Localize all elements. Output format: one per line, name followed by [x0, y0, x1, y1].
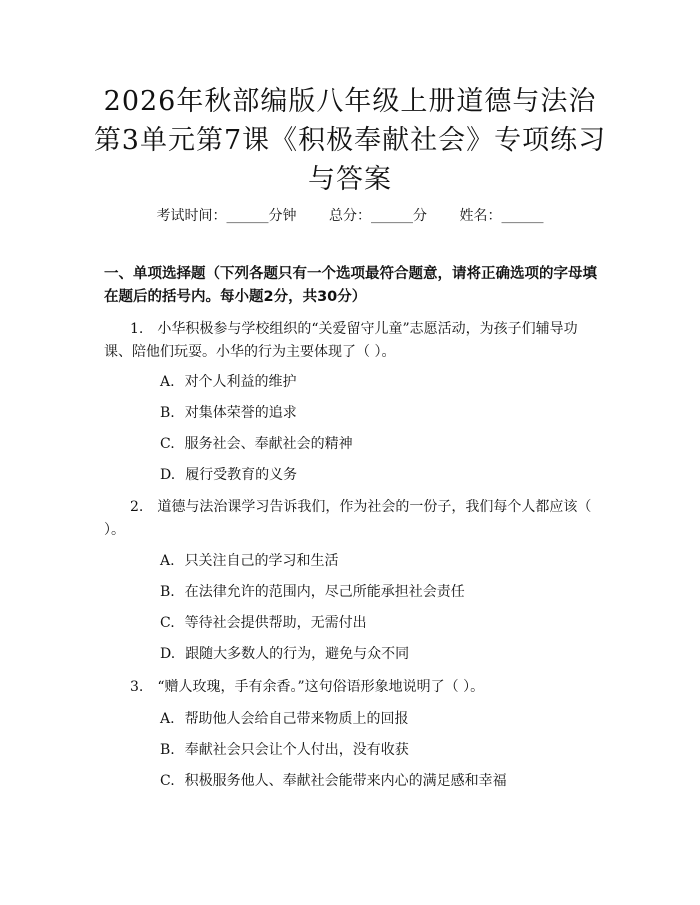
question-text: 道德与法治课学习告诉我们，作为社会的一份子，我们每个人都应该（ ）。: [104, 499, 592, 538]
student-name-blank[interactable]: ______: [501, 208, 544, 224]
question-text: 小华积极参与学校组织的“关爱留守儿童”志愿活动，为孩子们辅导功课、陪他们玩耍。小华的行为主要体现了（ ）。: [104, 321, 578, 360]
option-1b[interactable]: B. 对集体荣誉的追求: [160, 405, 297, 421]
option-3a[interactable]: A. 帮助他人会给自己带来物质上的回报: [160, 711, 409, 727]
question-number: 2.: [130, 499, 144, 515]
option-3b[interactable]: B. 奉献社会只会让个人付出，没有收获: [160, 742, 409, 758]
option-2b[interactable]: B. 在法律允许的范围内，尽己所能承担社会责任: [160, 584, 465, 600]
option-2a[interactable]: A. 只关注自己的学习和生活: [160, 553, 339, 569]
question-number: 3.: [130, 679, 144, 695]
total-score-field: 总分：______分: [329, 208, 427, 224]
document-title: 2026年秋部编版八年级上册道德与法治第3单元第7课《积极奉献社会》专项练习与答案: [93, 86, 607, 195]
question-number: 1.: [130, 321, 144, 337]
option-2c[interactable]: C. 等待社会提供帮助，无需付出: [160, 615, 367, 631]
question-text: “赠人玫瑰，手有余香。”这句俗语形象地说明了（ ）。: [157, 679, 485, 695]
option-1d[interactable]: D. 履行受教育的义务: [160, 467, 298, 483]
total-score-blank[interactable]: ______: [371, 208, 413, 224]
option-1c[interactable]: C. 服务社会、奉献社会的精神: [160, 436, 353, 452]
exam-info-line: [0, 206, 700, 226]
question-1: [104, 318, 604, 364]
question-3: [104, 676, 604, 699]
student-name-field: 姓名：______: [459, 208, 544, 224]
option-2d[interactable]: D. 跟随大多数人的行为，避免与众不同: [160, 646, 410, 662]
option-1a[interactable]: A. 对个人利益的维护: [160, 374, 297, 390]
section-heading: 一、单项选择题（下列各题只有一个选项最符合题意，请将正确选项的字母填在题后的括号内。每小题2分，共30分）: [104, 266, 597, 305]
question-2: [104, 496, 604, 542]
exam-time-blank[interactable]: ______: [226, 208, 269, 224]
exam-time-field: 考试时间：______分钟: [156, 208, 297, 224]
option-3c[interactable]: C. 积极服务他人、奉献社会能带来内心的满足感和幸福: [160, 773, 507, 789]
